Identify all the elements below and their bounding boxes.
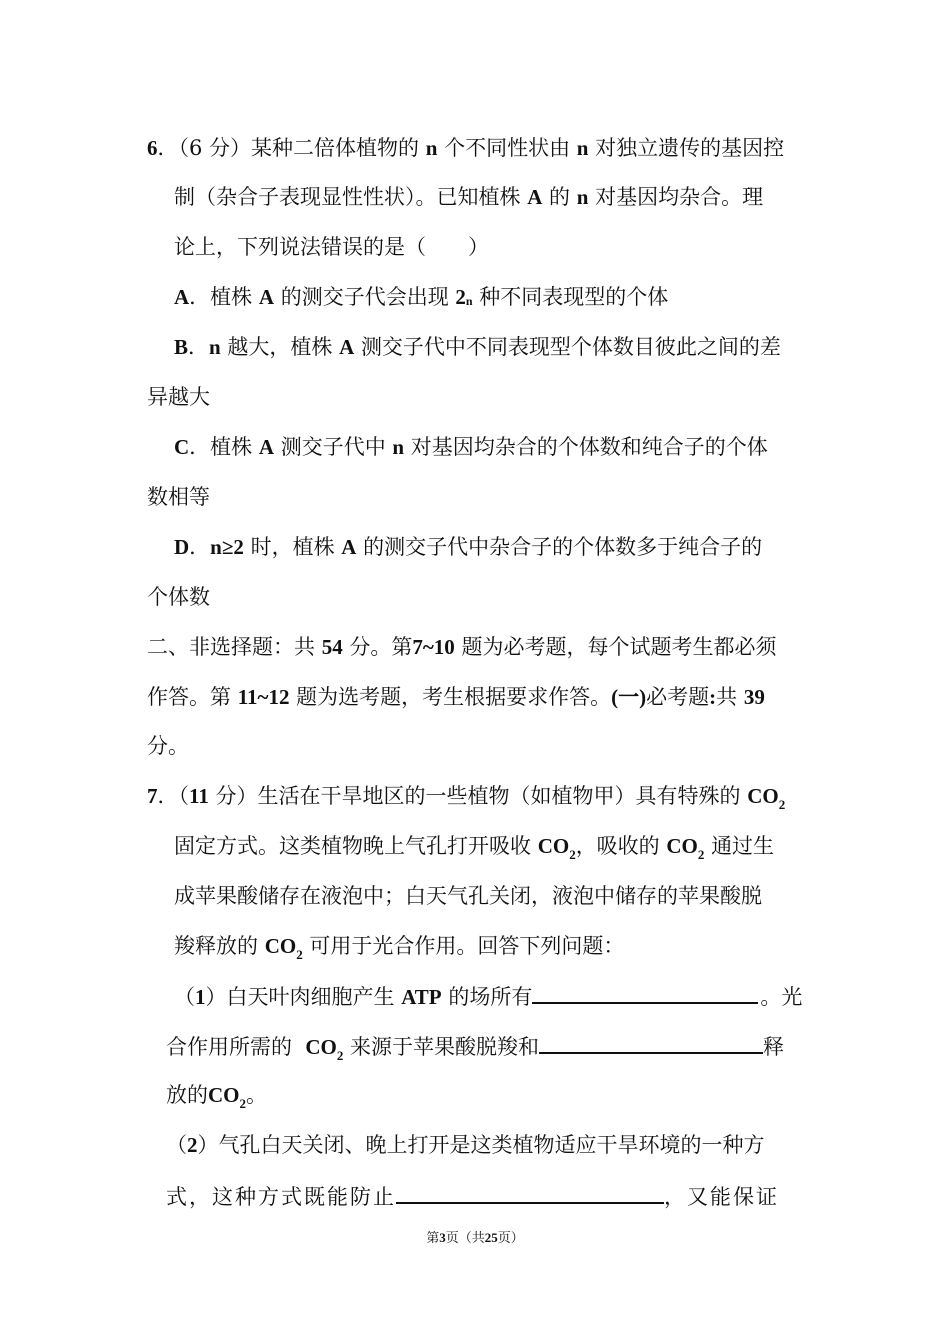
q6-option-b-cont: 异越大 (147, 385, 210, 409)
section2-line-1: 二、非选择题：共 54 分。第7~10 题为必考题，每个试题考生都必须 (147, 635, 777, 659)
q6-option-d-cont: 个体数 (147, 585, 210, 609)
q7-line-4: 羧释放的 $CO_2$ 可用于光合作用。回答下列问题： (174, 934, 625, 962)
q7-part2-line-2: 式，这种方式既能防止 ，又能保证 (166, 1180, 779, 1212)
q6-option-c: C．植株 A 测交子代中 n 对基因均杂合的个体数和纯合子的个体 (174, 435, 768, 459)
q6-line-1: 6．（6 分）某种二倍体植物的 n 个不同性状由 n 对独立遗传的基因控 (147, 136, 785, 160)
answer-blank-2[interactable] (539, 1030, 763, 1054)
q7-part2-line-1: （2）气孔白天关闭、晚上打开是这类植物适应干旱环境的一种方 (166, 1133, 765, 1157)
q6-option-c-cont: 数相等 (147, 485, 210, 509)
q7-line-3: 成苹果酸储存在液泡中；白天气孔关闭，液泡中储存的苹果酸脱 (174, 884, 762, 908)
q6-line-2: 制（杂合子表现显性性状）。已知植株 A 的 n 对基因均杂合。理 (174, 185, 764, 209)
q7-part1-line-2: 合作用所需的 $CO_2$ 来源于苹果酸脱羧和 释 (166, 1030, 784, 1065)
section2-line-3: 分。 (147, 734, 189, 758)
answer-blank-3[interactable] (396, 1180, 664, 1204)
q7-number: 7 (147, 784, 158, 808)
q7-line-2: 固定方式。这类植物晚上气孔打开吸收 $CO_2$，吸收的 $CO_2$ 通过生 (174, 834, 775, 862)
q6-score: （6 分） (178, 136, 252, 160)
q7-line-1: 7．（11 分）生活在干旱地区的一些植物（如植物甲）具有特殊的 $CO_2$ (147, 784, 786, 812)
q7-part1-line-1: （1）白天叶肉细胞产生 ATP 的场所有 。光 (174, 980, 802, 1012)
answer-blank-1[interactable] (532, 980, 758, 1004)
q6-option-b: B．n 越大，植株 A 测交子代中不同表现型个体数目彼此之间的差 (174, 335, 781, 359)
q6-option-a: A．植株 A 的测交子代会出现 2n 种不同表现型的个体 (174, 285, 669, 309)
q6-number: 6 (147, 136, 158, 160)
page-footer: 第3页（共25页） (426, 1230, 524, 1246)
q6-option-d: D．n≥2 时，植株 A 的测交子代中杂合子的个体数多于纯合子的 (174, 535, 763, 559)
q6-line-3: 论上，下列说法错误的是（ ） (174, 235, 489, 259)
section2-line-2: 作答。第 11~12 题为选考题，考生根据要求作答。(一)必考题:共 39 (147, 685, 765, 709)
q7-part1-line-3: 放的$CO_2$。 (166, 1083, 267, 1111)
